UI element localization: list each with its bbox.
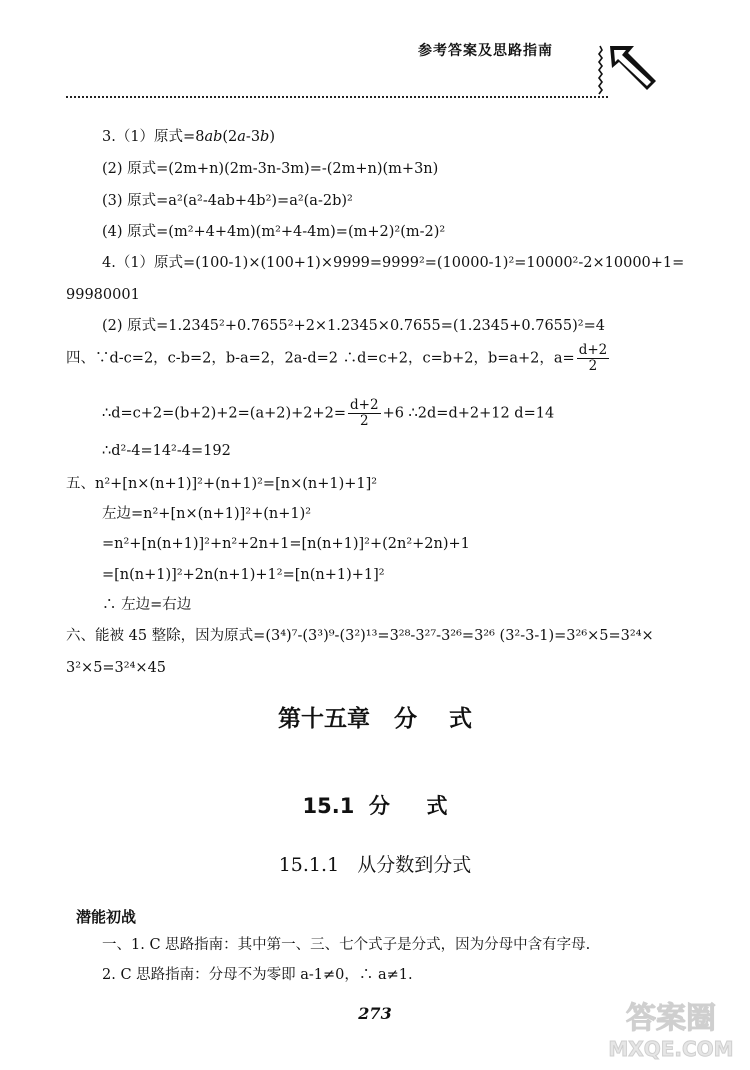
answer-line: 五、n²+[n×(n+1)]²+(n+1)²=[n×(n+1)+1]² [66, 476, 378, 492]
page-number: 273 [358, 1004, 392, 1023]
answer-line: 99980001 [66, 287, 140, 303]
answer-line: =[n(n+1)]²+2n(n+1)+1²=[n(n+1)+1]² [102, 567, 385, 583]
answer-line: ∴ 左边=右边 [102, 597, 192, 613]
answer-line: 六、能被 45 整除，因为原式=(3⁴)⁷-(3³)⁹-(3²)¹³=3²⁸-3²⁷-3²⁶=3²⁶ (3²-3-1)=3²⁶×5=3²⁴× [66, 628, 654, 644]
answer-line: 四、∵d-c=2，c-b=2，b-a=2，2a-d=2 ∴d=c+2，c=b+2，b=a+2，a= $\frac{d+2}{2}$ [66, 342, 608, 374]
answer-line: 2. C 思路指南：分母不为零即 a-1≠0，∴ a≠1. [102, 967, 413, 983]
answer-line: 一、1. C 思路指南：其中第一、三、七个式子是分式，因为分母中含有字母. [102, 937, 591, 953]
answer-line: ∴d²-4=14²-4=192 [102, 443, 231, 459]
svg-text:答案圈: 答案圈 [626, 1001, 716, 1036]
exercise-label: 潜能初战 [76, 908, 137, 926]
arrow-icon [596, 40, 662, 102]
answer-line: 4.（1）原式=(100-1)×(100+1)×9999=9999²=(10000-1)²=10000²-2×10000+1= [102, 255, 685, 271]
running-header-title: 参考答案及思路指南 [418, 43, 553, 59]
section-title: 15.1 分 式 [302, 794, 448, 818]
watermark-logo [596, 992, 746, 1064]
fraction: $\frac{d+2}{2}$ [578, 342, 608, 374]
answer-line: 左边=n²+[n×(n+1)]²+(n+1)² [102, 506, 312, 522]
answer-line: =n²+[n(n+1)]²+n²+2n+1=[n(n+1)]²+(2n²+2n)+1 [102, 536, 470, 552]
answer-line: (4) 原式=(m²+4+4m)(m²+4-4m)=(m+2)²(m-2)² [102, 224, 446, 240]
chapter-title: 第十五章 分 式 [277, 706, 473, 732]
answer-line: (2) 原式=1.2345²+0.7655²+2×1.2345×0.7655=(1.2345+0.7655)²=4 [102, 318, 605, 334]
svg-text:MXQE.COM: MXQE.COM [608, 1037, 734, 1061]
answer-line: 3.（1）原式=8ab(2a-3b) [102, 129, 276, 145]
answer-line: (3) 原式=a²(a²-4ab+4b²)=a²(a-2b)² [102, 193, 353, 209]
answer-line: (2) 原式=(2m+n)(2m-3n-3m)=-(2m+n)(m+3n) [102, 161, 439, 177]
answer-line: ∴d=c+2=(b+2)+2=(a+2)+2+2= $\frac{d+2}{2}$ +6 ∴2d=d+2+12 d=14 [102, 397, 555, 429]
header-divider [66, 96, 608, 98]
fraction: $\frac{d+2}{2}$ [350, 397, 379, 429]
answer-line: 3²×5=3²⁴×45 [66, 660, 167, 676]
subsection-title: 15.1.1 从分数到分式 [278, 854, 472, 876]
